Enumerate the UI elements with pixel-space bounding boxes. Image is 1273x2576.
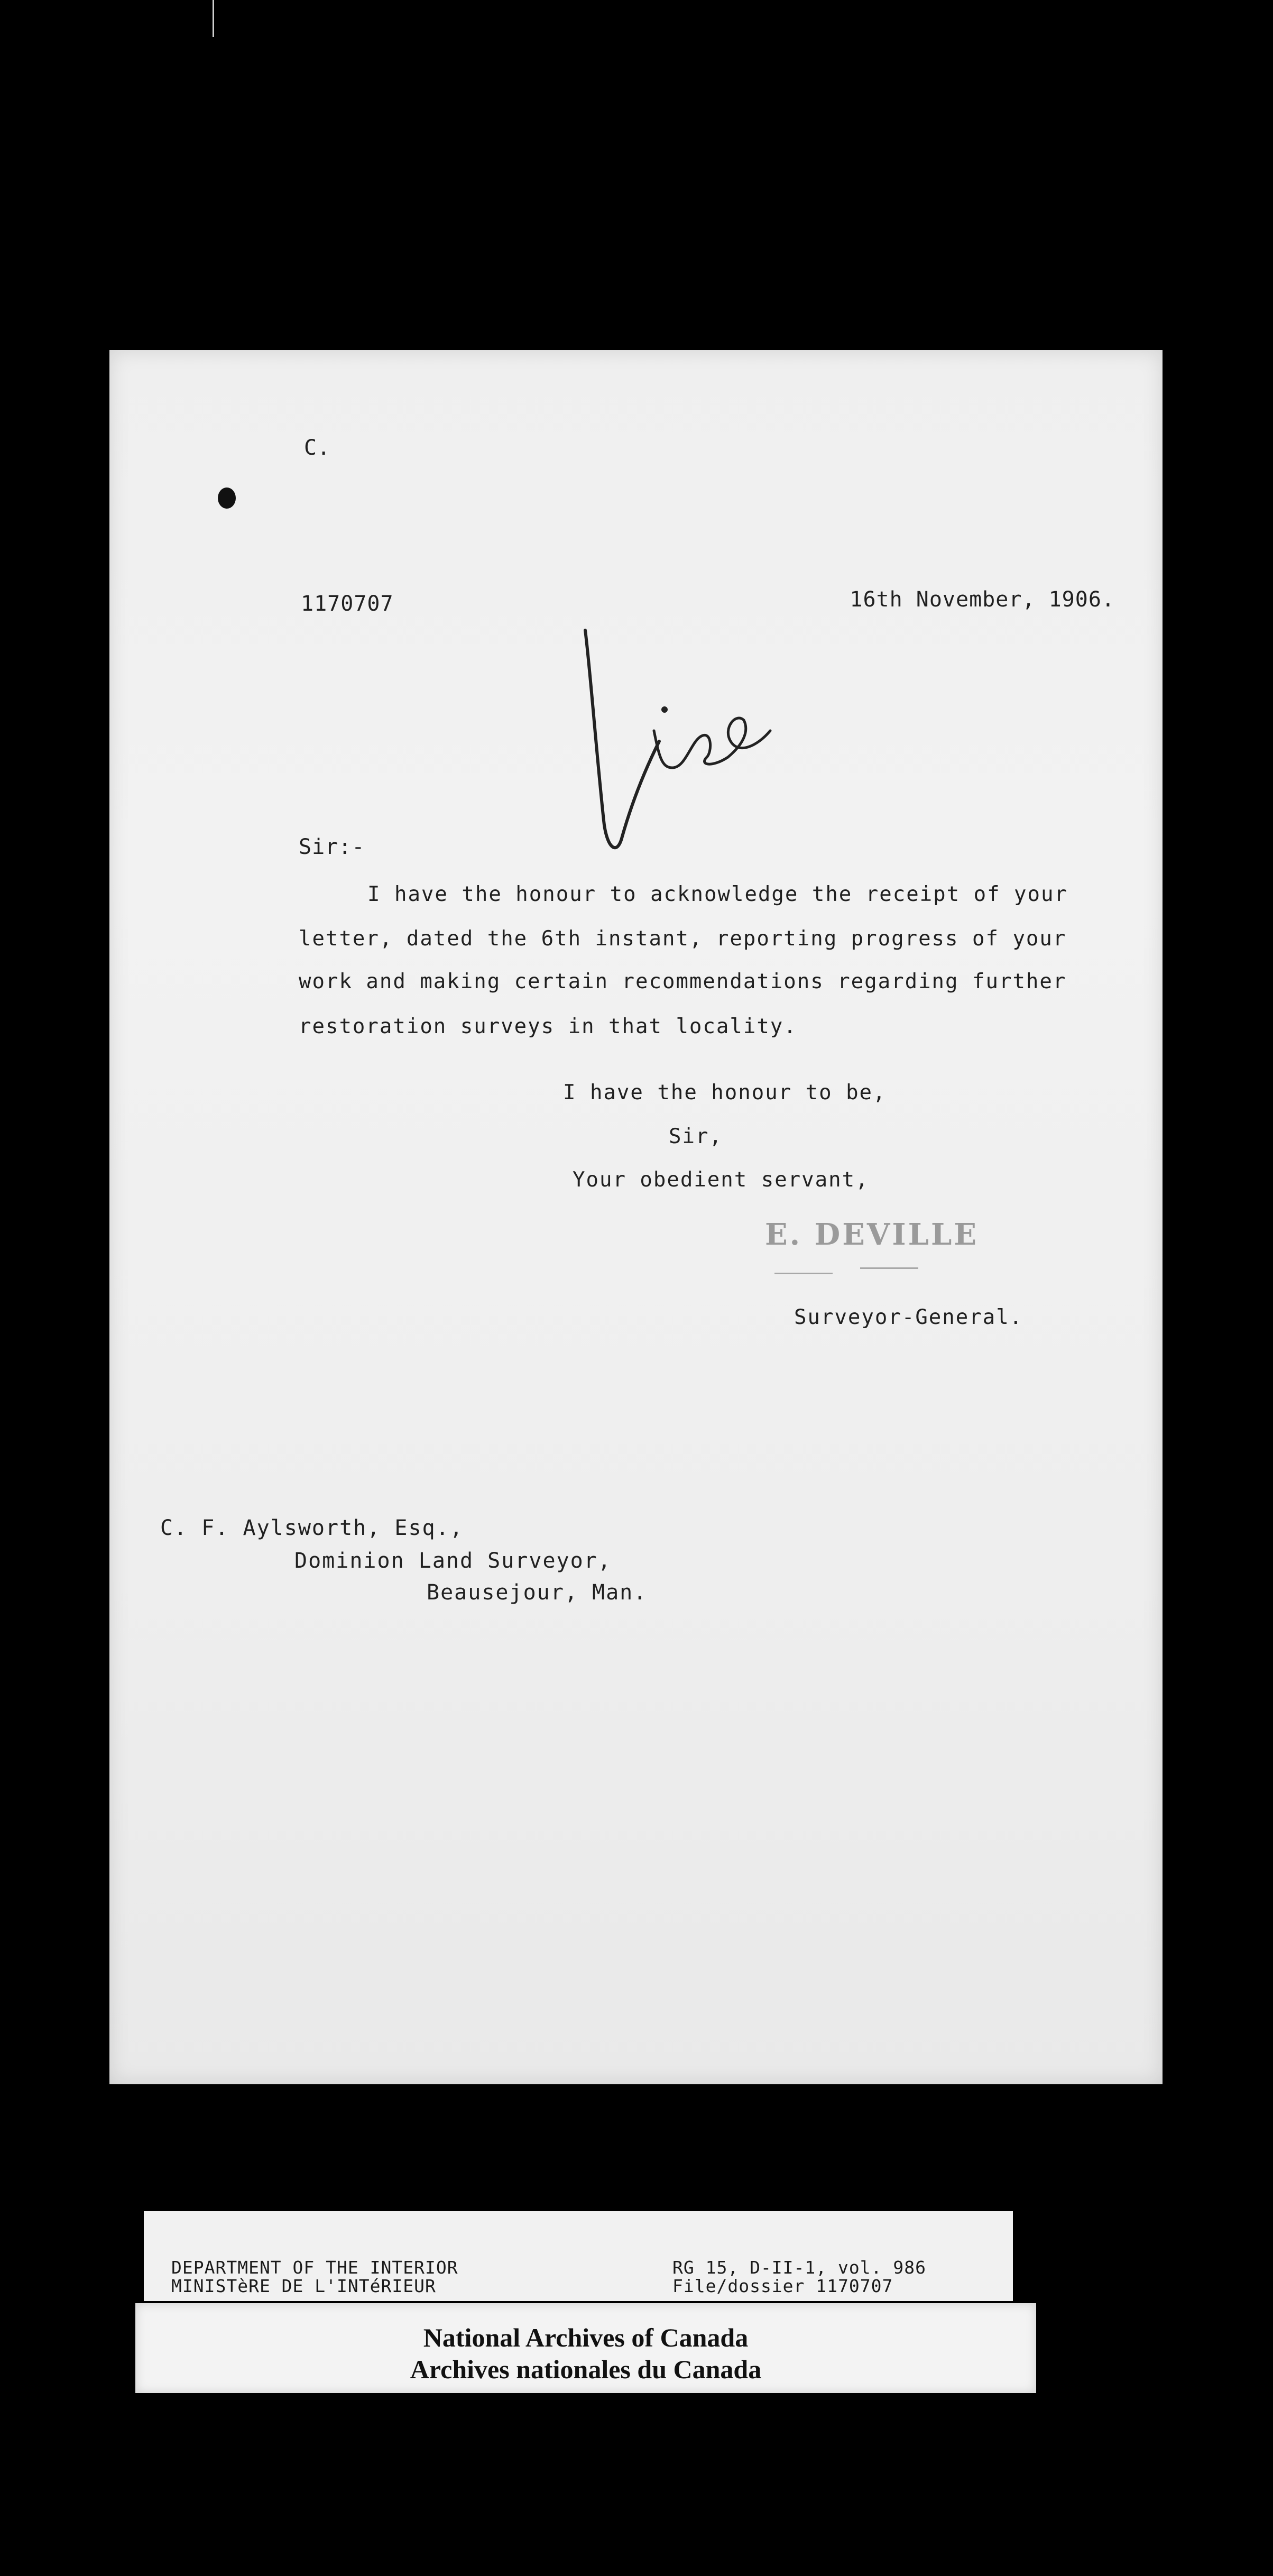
- address-line-2: Dominion Land Surveyor,: [294, 1549, 612, 1573]
- reference-mark: C.: [304, 436, 331, 460]
- body-line-2: letter, dated the 6th instant, reporting progress of your: [299, 927, 1067, 951]
- department-en: DEPARTMENT OF THE INTERIOR: [171, 2257, 458, 2278]
- letter-page: [109, 350, 1163, 2084]
- archive-reference: RG 15, D-II-1, vol. 986: [672, 2257, 926, 2278]
- closing-line-2: Sir,: [669, 1125, 723, 1148]
- closing-line-1: I have the honour to be,: [563, 1081, 887, 1105]
- body-line-1: I have the honour to acknowledge the receipt of your: [367, 882, 1068, 906]
- signature-stamp: E. DEVILLE: [765, 1217, 979, 1252]
- punch-hole: [218, 487, 236, 509]
- address-line-1: C. F. Aylsworth, Esq.,: [160, 1516, 464, 1540]
- signatory-title: Surveyor-General.: [794, 1305, 1023, 1329]
- body-line-4: restoration surveys in that locality.: [299, 1015, 797, 1038]
- salutation: Sir:-: [299, 835, 365, 859]
- archive-file: File/dossier 1170707: [672, 2276, 893, 2296]
- archive-banner: [135, 2303, 1036, 2393]
- archive-banner-en: National Archives of Canada: [423, 2323, 749, 2352]
- signature-underline: [860, 1267, 918, 1269]
- archive-label: [144, 2211, 1013, 2301]
- address-line-3: Beausejour, Man.: [427, 1580, 648, 1605]
- signature-underline: [774, 1273, 833, 1274]
- department-fr: MINISTèRE DE L'INTéRIEUR: [171, 2276, 436, 2296]
- handwritten-initials: [554, 609, 786, 863]
- file-number: 1170707: [301, 592, 394, 616]
- closing-line-3: Your obedient servant,: [573, 1168, 869, 1192]
- letter-date: 16th November, 1906.: [850, 587, 1115, 612]
- film-edge-mark: [213, 0, 214, 37]
- body-line-3: work and making certain recommendations regarding further: [299, 970, 1067, 993]
- archive-banner-fr: Archives nationales du Canada: [410, 2354, 762, 2384]
